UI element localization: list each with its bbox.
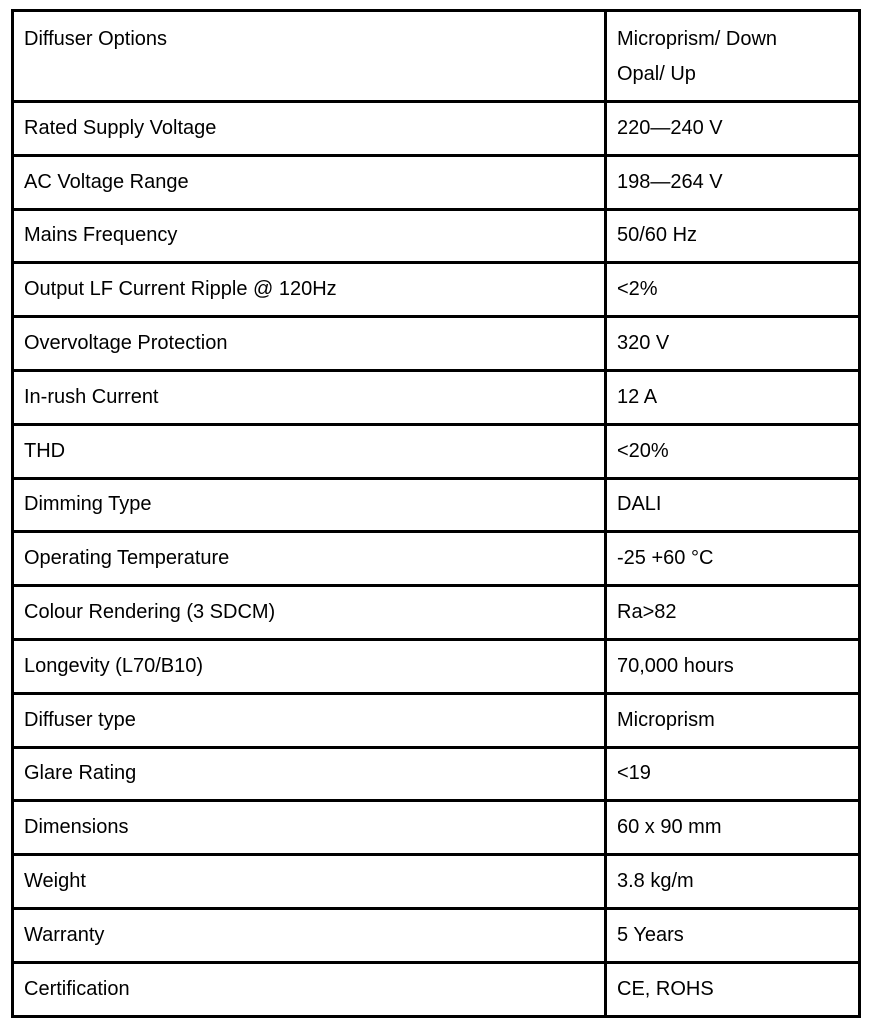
spec-value: <20%: [606, 424, 860, 478]
table-row: [13, 908, 860, 962]
spec-label: Dimming Type: [13, 478, 606, 532]
spec-value-line: Opal/ Up: [617, 63, 696, 85]
spec-value: <2%: [606, 263, 860, 317]
spec-value: 220—240 V: [606, 102, 860, 156]
spec-label: Mains Frequency: [13, 209, 606, 263]
spec-label: THD: [13, 424, 606, 478]
table-row: [13, 693, 860, 747]
spec-value: 3.8 kg/m: [606, 855, 860, 909]
spec-label: Diffuser type: [13, 693, 606, 747]
table-row: [13, 478, 860, 532]
spec-label: Diffuser Options: [13, 11, 606, 102]
spec-label: Warranty: [13, 908, 606, 962]
table-row: [13, 962, 860, 1016]
spec-table: [11, 9, 861, 1018]
spec-label: Dimensions: [13, 801, 606, 855]
table-row: [13, 532, 860, 586]
table-row: [13, 639, 860, 693]
table-row: [13, 263, 860, 317]
spec-value: 60 x 90 mm: [606, 801, 860, 855]
spec-value: DALI: [606, 478, 860, 532]
spec-label: Glare Rating: [13, 747, 606, 801]
spec-label: Rated Supply Voltage: [13, 102, 606, 156]
spec-label: Weight: [13, 855, 606, 909]
spec-value: 70,000 hours: [606, 639, 860, 693]
spec-value: Ra>82: [606, 586, 860, 640]
spec-label: Overvoltage Protection: [13, 317, 606, 371]
table-row: [13, 801, 860, 855]
table-row: [13, 370, 860, 424]
table-row: [13, 586, 860, 640]
table-row: [13, 155, 860, 209]
table-row: [13, 424, 860, 478]
table-row: [13, 102, 860, 156]
spec-value: 50/60 Hz: [606, 209, 860, 263]
spec-value: 320 V: [606, 317, 860, 371]
table-row: [13, 747, 860, 801]
table-row: [13, 855, 860, 909]
table-row: [13, 317, 860, 371]
table-row: [13, 11, 860, 102]
spec-label: Operating Temperature: [13, 532, 606, 586]
spec-value: 5 Years: [606, 908, 860, 962]
spec-value: <19: [606, 747, 860, 801]
spec-value: CE, ROHS: [606, 962, 860, 1016]
spec-label: Longevity (L70/B10): [13, 639, 606, 693]
spec-value: 198—264 V: [606, 155, 860, 209]
spec-label: Colour Rendering (3 SDCM): [13, 586, 606, 640]
spec-value: Microprism: [606, 693, 860, 747]
spec-label: Output LF Current Ripple @ 120Hz: [13, 263, 606, 317]
spec-label: Certification: [13, 962, 606, 1016]
spec-value-line: Microprism/ Down: [617, 28, 778, 50]
spec-label: AC Voltage Range: [13, 155, 606, 209]
spec-value: [606, 11, 860, 102]
spec-value: -25 +60 °C: [606, 532, 860, 586]
spec-label: In-rush Current: [13, 370, 606, 424]
table-row: [13, 209, 860, 263]
spec-value: 12 A: [606, 370, 860, 424]
